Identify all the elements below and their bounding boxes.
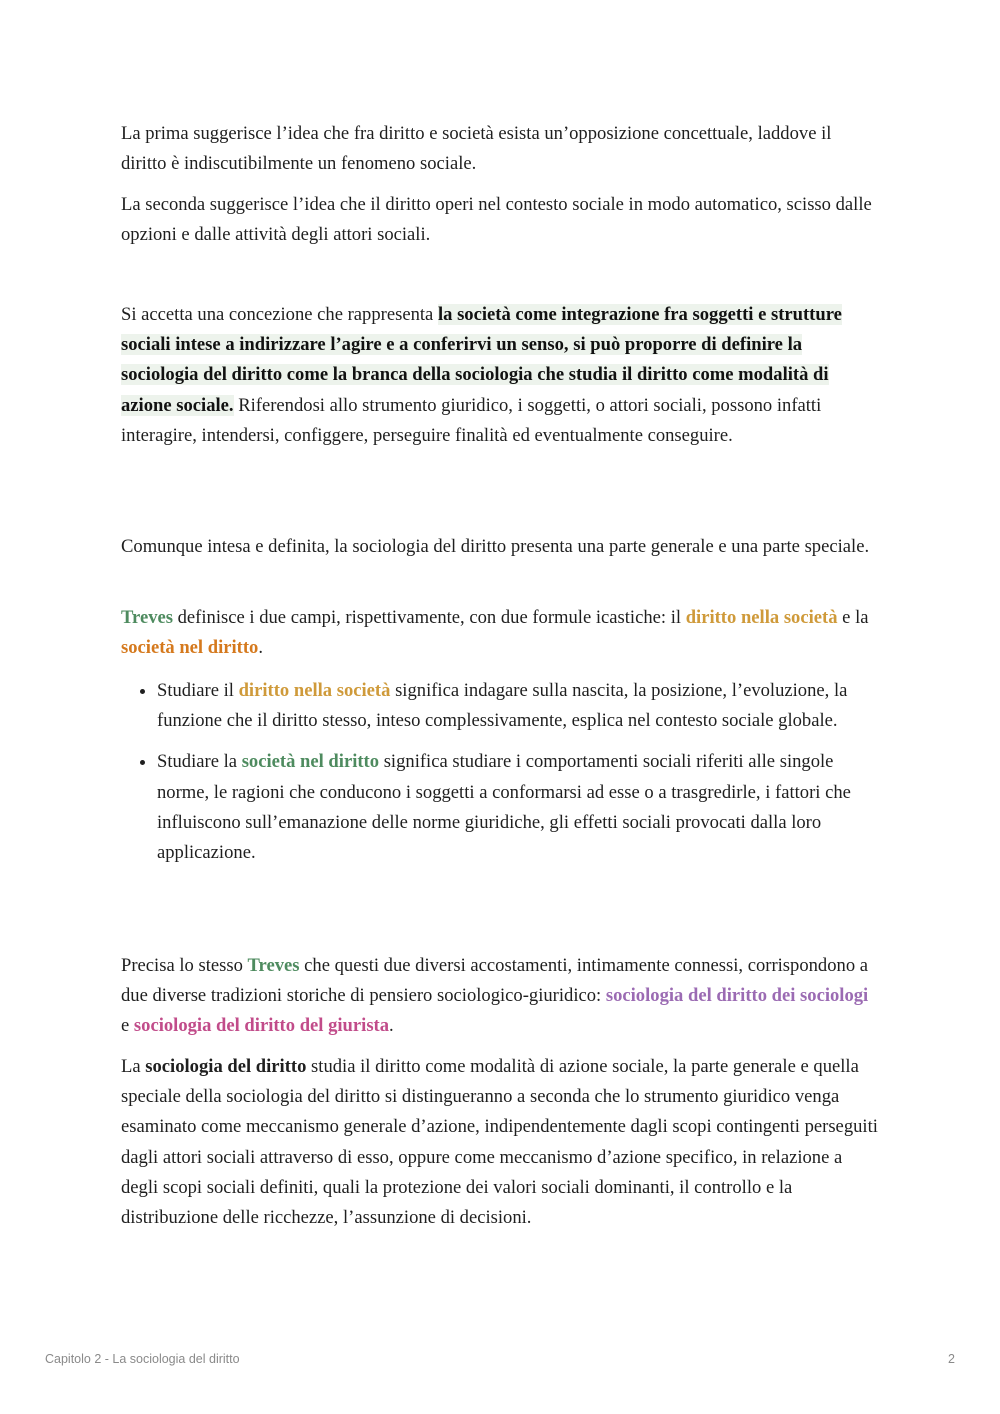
term-sociologia-dei-sociologi: sociologia del diritto dei sociologi bbox=[605, 985, 869, 1007]
term-sociologia-del-diritto: sociologia del diritto bbox=[145, 1056, 307, 1077]
list-item-post: significa indagare sulla nascita, la posizione, l’evoluzione, la funzione che il diritto stesso, inteso complessivamente, esplica nel contesto sociale globale. bbox=[157, 680, 848, 732]
author-treves: Treves bbox=[247, 955, 300, 976]
paragraph-6-pre: Precisa lo stesso bbox=[121, 955, 248, 976]
paragraph-3-post: Riferendosi allo strumento giuridico, i soggetti, o attori sociali, possono infatti interagire, intendersi, configgere, perseguire finalità ed eventualmente conseguire. bbox=[121, 394, 822, 446]
list-item-post: significa studiare i comportamenti sociali riferiti alle singole norme, le ragioni che conducono i soggetti a conformarsi ad esse o a trasgredirle, i fattori che influiscono sull’emanazione delle norme giuridiche, gli effetti sociali provocati dalla loro applicazione. bbox=[157, 751, 851, 864]
list-item bbox=[157, 747, 881, 868]
highlighted-definition: la società come integrazione fra soggetti e strutture sociali intese a indirizzare l’agire e a conferirvi un senso, si può proporre di definire la sociologia del diritto come la branca della sociologia che studia il diritto come modalità di azione sociale. bbox=[121, 304, 842, 416]
term-societa-nel-diritto: società nel diritto bbox=[121, 637, 259, 659]
page-number: 2 bbox=[948, 1352, 955, 1366]
paragraph-5-text: definisce i due campi, rispettivamente, con due formule icastiche: il bbox=[172, 607, 686, 628]
bullet-list bbox=[121, 676, 881, 879]
paragraph-5-end: . bbox=[258, 637, 264, 659]
paragraph-6 bbox=[121, 951, 881, 1042]
paragraph-4: Comunque intesa e definita, la sociologia del diritto presenta una parte generale e una parte speciale. bbox=[121, 536, 870, 557]
list-item-pre: Studiare la bbox=[157, 751, 242, 773]
paragraph-5-conj: e la bbox=[837, 607, 869, 628]
paragraph-5 bbox=[121, 603, 881, 663]
paragraph-6-conj: e bbox=[121, 1015, 134, 1037]
term-sociologia-del-giurista: sociologia del diritto del giurista bbox=[133, 1015, 390, 1037]
author-treves: Treves bbox=[121, 607, 173, 628]
paragraph-6-text: che questi due diversi accostamenti, intimamente connessi, corrispondono a due diverse tradizioni storiche di pensiero sociologico-giuridico: bbox=[121, 955, 869, 1007]
term-diritto-nella-societa: diritto nella società bbox=[685, 607, 838, 628]
paragraph-2: La seconda suggerisce l’idea che il diritto operi nel contesto sociale in modo automatico, scisso dalle opzioni e dalle attività degli attori sociali. bbox=[121, 194, 872, 246]
paragraph-3 bbox=[121, 300, 881, 451]
paragraph-7-post: studia il diritto come modalità di azione sociale, la parte generale e quella speciale della sociologia del diritto si distingueranno a seconda che lo strumento giuridico venga esaminato come meccanismo generale d’azione, indipendentemente dagli scopi contingenti perseguiti dagli attori sociali attraverso di esso, oppure come meccanismo d’azione specifico, in relazione a degli scopi sociali definiti, quali la protezione dei valori sociali dominanti, il controllo e la distribuzione delle ricchezze, l’assunzione di decisioni. bbox=[121, 1056, 878, 1229]
paragraph-3-pre: Si accetta una concezione che rappresenta bbox=[121, 304, 438, 325]
footer-chapter-title: Capitolo 2 - La sociologia del diritto bbox=[45, 1352, 240, 1366]
term-diritto-nella-societa: diritto nella società bbox=[238, 680, 391, 701]
page-footer bbox=[45, 1352, 955, 1366]
paragraph-7-pre: La bbox=[121, 1056, 146, 1077]
term-societa-nel-diritto: società nel diritto bbox=[241, 751, 380, 773]
paragraph-7 bbox=[121, 1052, 881, 1233]
list-item-pre: Studiare il bbox=[157, 680, 239, 701]
paragraph-6-end: . bbox=[389, 1015, 394, 1037]
list-item bbox=[157, 676, 881, 736]
paragraph-1: La prima suggerisce l’idea che fra diritto e società esista un’opposizione concettuale, laddove il diritto è indiscutibilmente un fenomeno sociale. bbox=[121, 123, 832, 175]
